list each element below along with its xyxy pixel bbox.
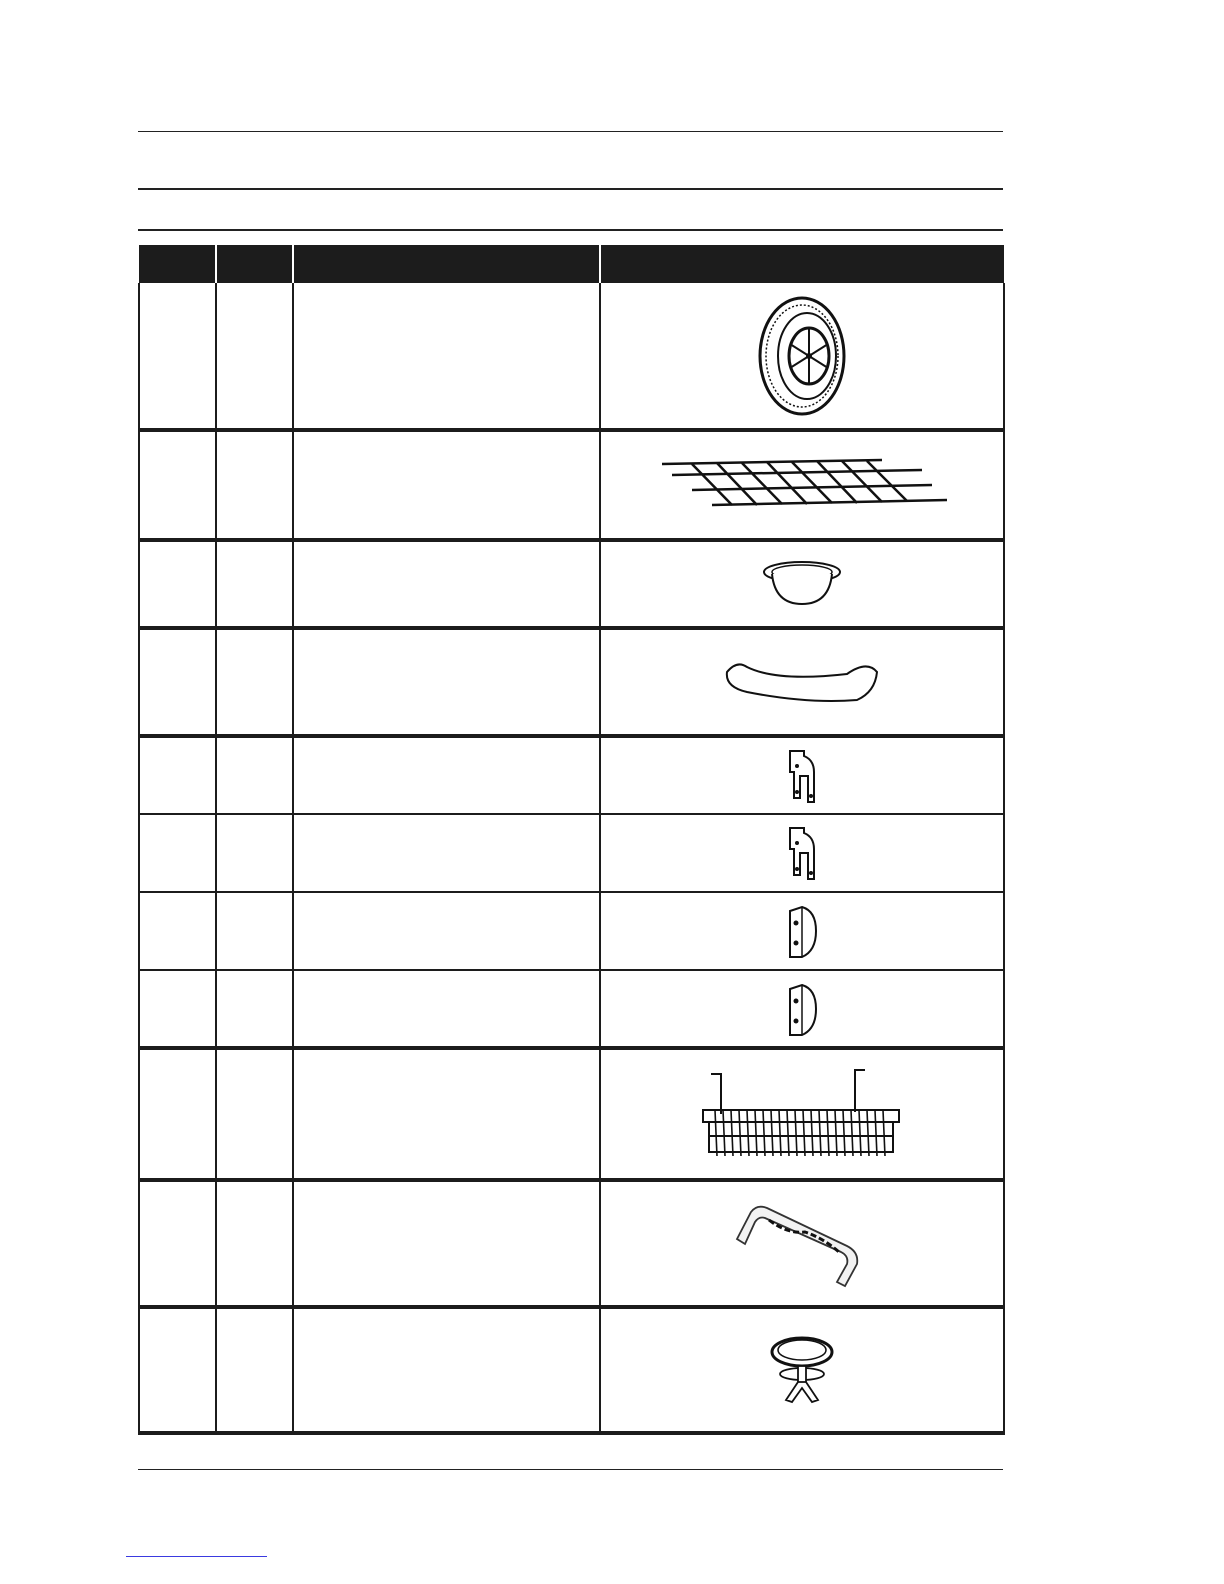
image-cell bbox=[600, 814, 1004, 892]
bracket-right-icon bbox=[782, 823, 822, 883]
bracket-left-icon bbox=[782, 746, 822, 806]
lid-handle-icon bbox=[727, 1194, 877, 1294]
header-image bbox=[600, 245, 1004, 283]
description-cell bbox=[293, 430, 600, 540]
part-number-cell bbox=[139, 970, 216, 1048]
quantity-cell bbox=[216, 430, 293, 540]
quantity-cell bbox=[216, 814, 293, 892]
footer-link-underline[interactable] bbox=[126, 1556, 267, 1557]
table-header-row bbox=[139, 245, 1004, 283]
image-cell bbox=[600, 1048, 1004, 1180]
image-cell bbox=[600, 430, 1004, 540]
damper-knob-icon bbox=[762, 1330, 842, 1410]
bracket-flat-right-icon bbox=[782, 979, 822, 1039]
curved-handle-icon bbox=[717, 652, 887, 712]
table-row bbox=[139, 814, 1004, 892]
footer-rule bbox=[138, 1469, 1003, 1470]
part-number-cell bbox=[139, 736, 216, 814]
part-number-cell bbox=[139, 892, 216, 970]
quantity-cell bbox=[216, 736, 293, 814]
image-cell bbox=[600, 970, 1004, 1048]
parts-table bbox=[138, 245, 1005, 1435]
part-number-cell bbox=[139, 1180, 216, 1307]
table-row bbox=[139, 540, 1004, 628]
quantity-cell bbox=[216, 970, 293, 1048]
bracket-flat-left-icon bbox=[782, 901, 822, 961]
image-cell bbox=[600, 540, 1004, 628]
table-row bbox=[139, 736, 1004, 814]
quantity-cell bbox=[216, 283, 293, 430]
part-number-cell bbox=[139, 1048, 216, 1180]
description-cell bbox=[293, 1307, 600, 1433]
table-row bbox=[139, 283, 1004, 430]
subtitle-rule bbox=[138, 229, 1003, 231]
title-rule bbox=[138, 188, 1003, 190]
top-rule bbox=[138, 131, 1003, 132]
image-cell bbox=[600, 283, 1004, 430]
quantity-cell bbox=[216, 892, 293, 970]
header-description bbox=[293, 245, 600, 283]
quantity-cell bbox=[216, 1180, 293, 1307]
description-cell bbox=[293, 736, 600, 814]
description-cell bbox=[293, 628, 600, 736]
part-number-cell bbox=[139, 540, 216, 628]
description-cell bbox=[293, 892, 600, 970]
image-cell bbox=[600, 628, 1004, 736]
part-number-cell bbox=[139, 283, 216, 430]
quantity-cell bbox=[216, 1307, 293, 1433]
description-cell bbox=[293, 970, 600, 1048]
table-row bbox=[139, 1307, 1004, 1433]
grate-icon bbox=[652, 450, 952, 520]
part-number-cell bbox=[139, 430, 216, 540]
part-number-cell bbox=[139, 814, 216, 892]
table-row bbox=[139, 892, 1004, 970]
quantity-cell bbox=[216, 1048, 293, 1180]
wire-basket-icon bbox=[697, 1064, 907, 1164]
image-cell bbox=[600, 892, 1004, 970]
image-cell bbox=[600, 1180, 1004, 1307]
table-row bbox=[139, 628, 1004, 736]
bowl-icon bbox=[757, 554, 847, 614]
wheel-icon bbox=[747, 286, 857, 426]
header-quantity bbox=[216, 245, 293, 283]
table-row bbox=[139, 430, 1004, 540]
quantity-cell bbox=[216, 540, 293, 628]
description-cell bbox=[293, 1048, 600, 1180]
part-number-cell bbox=[139, 628, 216, 736]
part-number-cell bbox=[139, 1307, 216, 1433]
description-cell bbox=[293, 283, 600, 430]
description-cell bbox=[293, 1180, 600, 1307]
image-cell bbox=[600, 736, 1004, 814]
table-row bbox=[139, 1180, 1004, 1307]
table-row bbox=[139, 1048, 1004, 1180]
header-part-number bbox=[139, 245, 216, 283]
description-cell bbox=[293, 540, 600, 628]
image-cell bbox=[600, 1307, 1004, 1433]
table-row bbox=[139, 970, 1004, 1048]
description-cell bbox=[293, 814, 600, 892]
quantity-cell bbox=[216, 628, 293, 736]
